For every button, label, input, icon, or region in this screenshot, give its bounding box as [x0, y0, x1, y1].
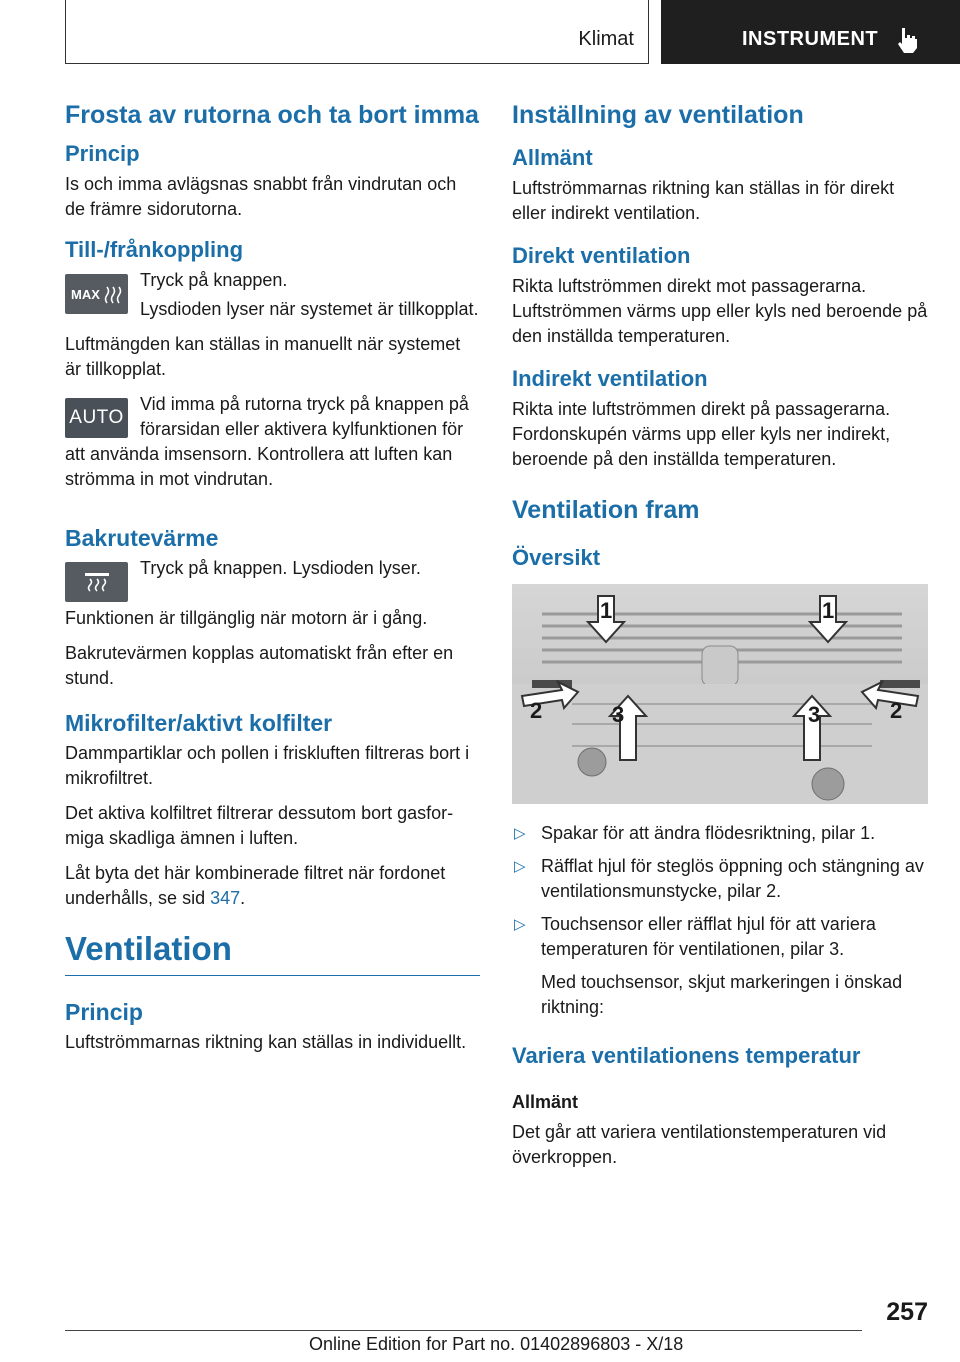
ventilation-title: Ventilation — [65, 929, 480, 976]
max-button-row — [65, 268, 480, 332]
filter-text-3-post: . — [240, 888, 246, 908]
ventilation-principle-text: Luftströmmarnas riktning kan ställas in individuellt. — [65, 1032, 467, 1052]
header-tab — [65, 0, 649, 64]
rear-heater-section — [65, 524, 480, 691]
defrost-title: Frosta av rutorna och ta bort imma — [65, 101, 479, 129]
temperature-general-heading: Allmänt — [512, 1092, 579, 1112]
auto-button-icon: AUTO — [65, 398, 128, 438]
rear-heater-symbol — [82, 570, 112, 594]
bullet-text: Touchsensor eller räfflat hjul för att variera temperaturen för ventilationen, pilar 3. — [541, 914, 876, 959]
header-chapter-label: INSTRUMENT — [742, 28, 879, 50]
direct-ventilation-text: Rikta luftströmmen direkt mot passagerarna. Luftströmmen värms upp eller kyls ned beroende på den inställda temperaturen. — [512, 276, 928, 346]
filter-title: Mikrofilter/aktivt kolfilter — [65, 710, 333, 736]
footer-rule — [65, 1330, 862, 1331]
bullet-sub-text: Med touchsensor, skjut markeringen i önskad riktning: — [541, 972, 903, 1017]
indirect-ventilation-heading: Indirekt ventilation — [512, 366, 708, 391]
bullet-text: Spakar för att ändra flödesriktning, pilar 1. — [541, 823, 876, 843]
photo-label-1-left: 1 — [600, 598, 613, 623]
list-item — [512, 912, 928, 962]
hand-pointer-icon — [895, 26, 921, 54]
header-chapter-bar — [661, 0, 960, 64]
triangle-bullet-icon: ▷ — [514, 916, 526, 933]
bullet-text: Räfflat hjul för steglös öppning och stängning av ventilationsmunstycke, pilar 2. — [541, 856, 924, 901]
setting-title: Inställning av ventilation — [512, 101, 804, 129]
onoff-heading: Till-/frånkoppling — [65, 237, 244, 262]
triangle-bullet-icon: ▷ — [514, 825, 526, 842]
page-number: 257 — [886, 1298, 928, 1326]
filter-text-3-pre: Låt byta det här kombinerade filtret när fordonet underhålls, se sid — [65, 863, 446, 908]
vent-overview-photo — [512, 584, 928, 804]
ventilation-section — [65, 929, 480, 1055]
photo-label-2-right: 2 — [890, 698, 903, 723]
triangle-bullet-icon: ▷ — [514, 858, 526, 875]
right-column — [512, 100, 928, 1180]
rear-heater-title: Bakrutevärme — [65, 525, 219, 551]
max-defrost-symbol — [69, 283, 125, 305]
page-link-347[interactable]: 347 — [210, 888, 241, 908]
left-column — [65, 100, 480, 1067]
setting-general-heading: Allmänt — [512, 145, 593, 170]
rear-heater-text-3: Bakrutevärmen kopplas automatiskt från efter en stund. — [65, 643, 454, 688]
vent-bullet-list — [512, 821, 928, 962]
list-item — [512, 854, 928, 904]
air-amount-text: Luftmängden kan ställas in manuellt när systemet är tillkopplat. — [65, 334, 461, 379]
rear-heater-text-2: Funktionen är tillgänglig när motorn är i gång. — [65, 608, 428, 628]
max-icon-text: MAX — [70, 287, 100, 302]
rear-window-heater-icon — [65, 562, 128, 602]
temperature-general-text: Det går att variera ventilationstemperaturen vid överkroppen. — [512, 1122, 887, 1167]
photo-label-2-left: 2 — [530, 698, 543, 723]
auto-button-row — [65, 392, 480, 502]
setting-general-text: Luftströmmarnas riktning kan ställas in för direkt eller indirekt ventilation. — [512, 178, 895, 223]
defrost-principle-text: Is och imma avlägsnas snabbt från vindrutan och de främre sidorutorna. — [65, 174, 457, 219]
indirect-ventilation-text: Rikta inte luftströmmen direkt på passagerarna. Fordonskupén värms upp eller kyls ner indirekt, beroende på den inställda temperaturen. — [512, 399, 891, 469]
filter-text-2: Det aktiva kolfiltret filtrerar dessutom bort gasformiga skadliga ämnen i luften. — [65, 803, 454, 848]
temperature-title: Variera ventilationens temperatur — [512, 1043, 861, 1068]
direct-ventilation-heading: Direkt ventilation — [512, 243, 691, 268]
rear-heater-row — [65, 556, 480, 606]
photo-label-1-right: 1 — [822, 598, 835, 623]
photo-label-3-left: 3 — [612, 702, 625, 727]
ventilation-principle-heading: Princip — [65, 999, 143, 1025]
list-item — [512, 821, 928, 846]
front-ventilation-title: Ventilation fram — [512, 496, 700, 524]
header-section-label: Klimat — [578, 28, 634, 50]
defrost-section — [65, 100, 480, 502]
filter-text-3 — [65, 861, 480, 911]
filter-section — [65, 709, 480, 911]
max-text-2: Lysdioden lyser när systemet är tillkopplat. — [140, 299, 479, 319]
rear-heater-text-1: Tryck på knappen. Lysdioden lyser. — [140, 558, 421, 578]
max-text-1: Tryck på knappen. — [140, 270, 288, 290]
max-defrost-icon — [65, 274, 128, 314]
auto-text: Vid imma på rutorna tryck på knappen på förarsidan eller aktivera kylfunktionen för att använda imsensorn. Kontrollera att luften kan strömma in mot vindrutan. — [65, 394, 469, 489]
photo-label-3-right: 3 — [808, 702, 821, 727]
footer-edition: Online Edition for Part no. 01402896803 - X/18 — [309, 1334, 684, 1354]
defrost-principle-heading: Princip — [65, 141, 140, 166]
filter-text-1: Dammpartiklar och pollen i friskluften filtreras bort i mikrofiltret. — [65, 743, 470, 788]
overview-heading: Översikt — [512, 545, 601, 570]
